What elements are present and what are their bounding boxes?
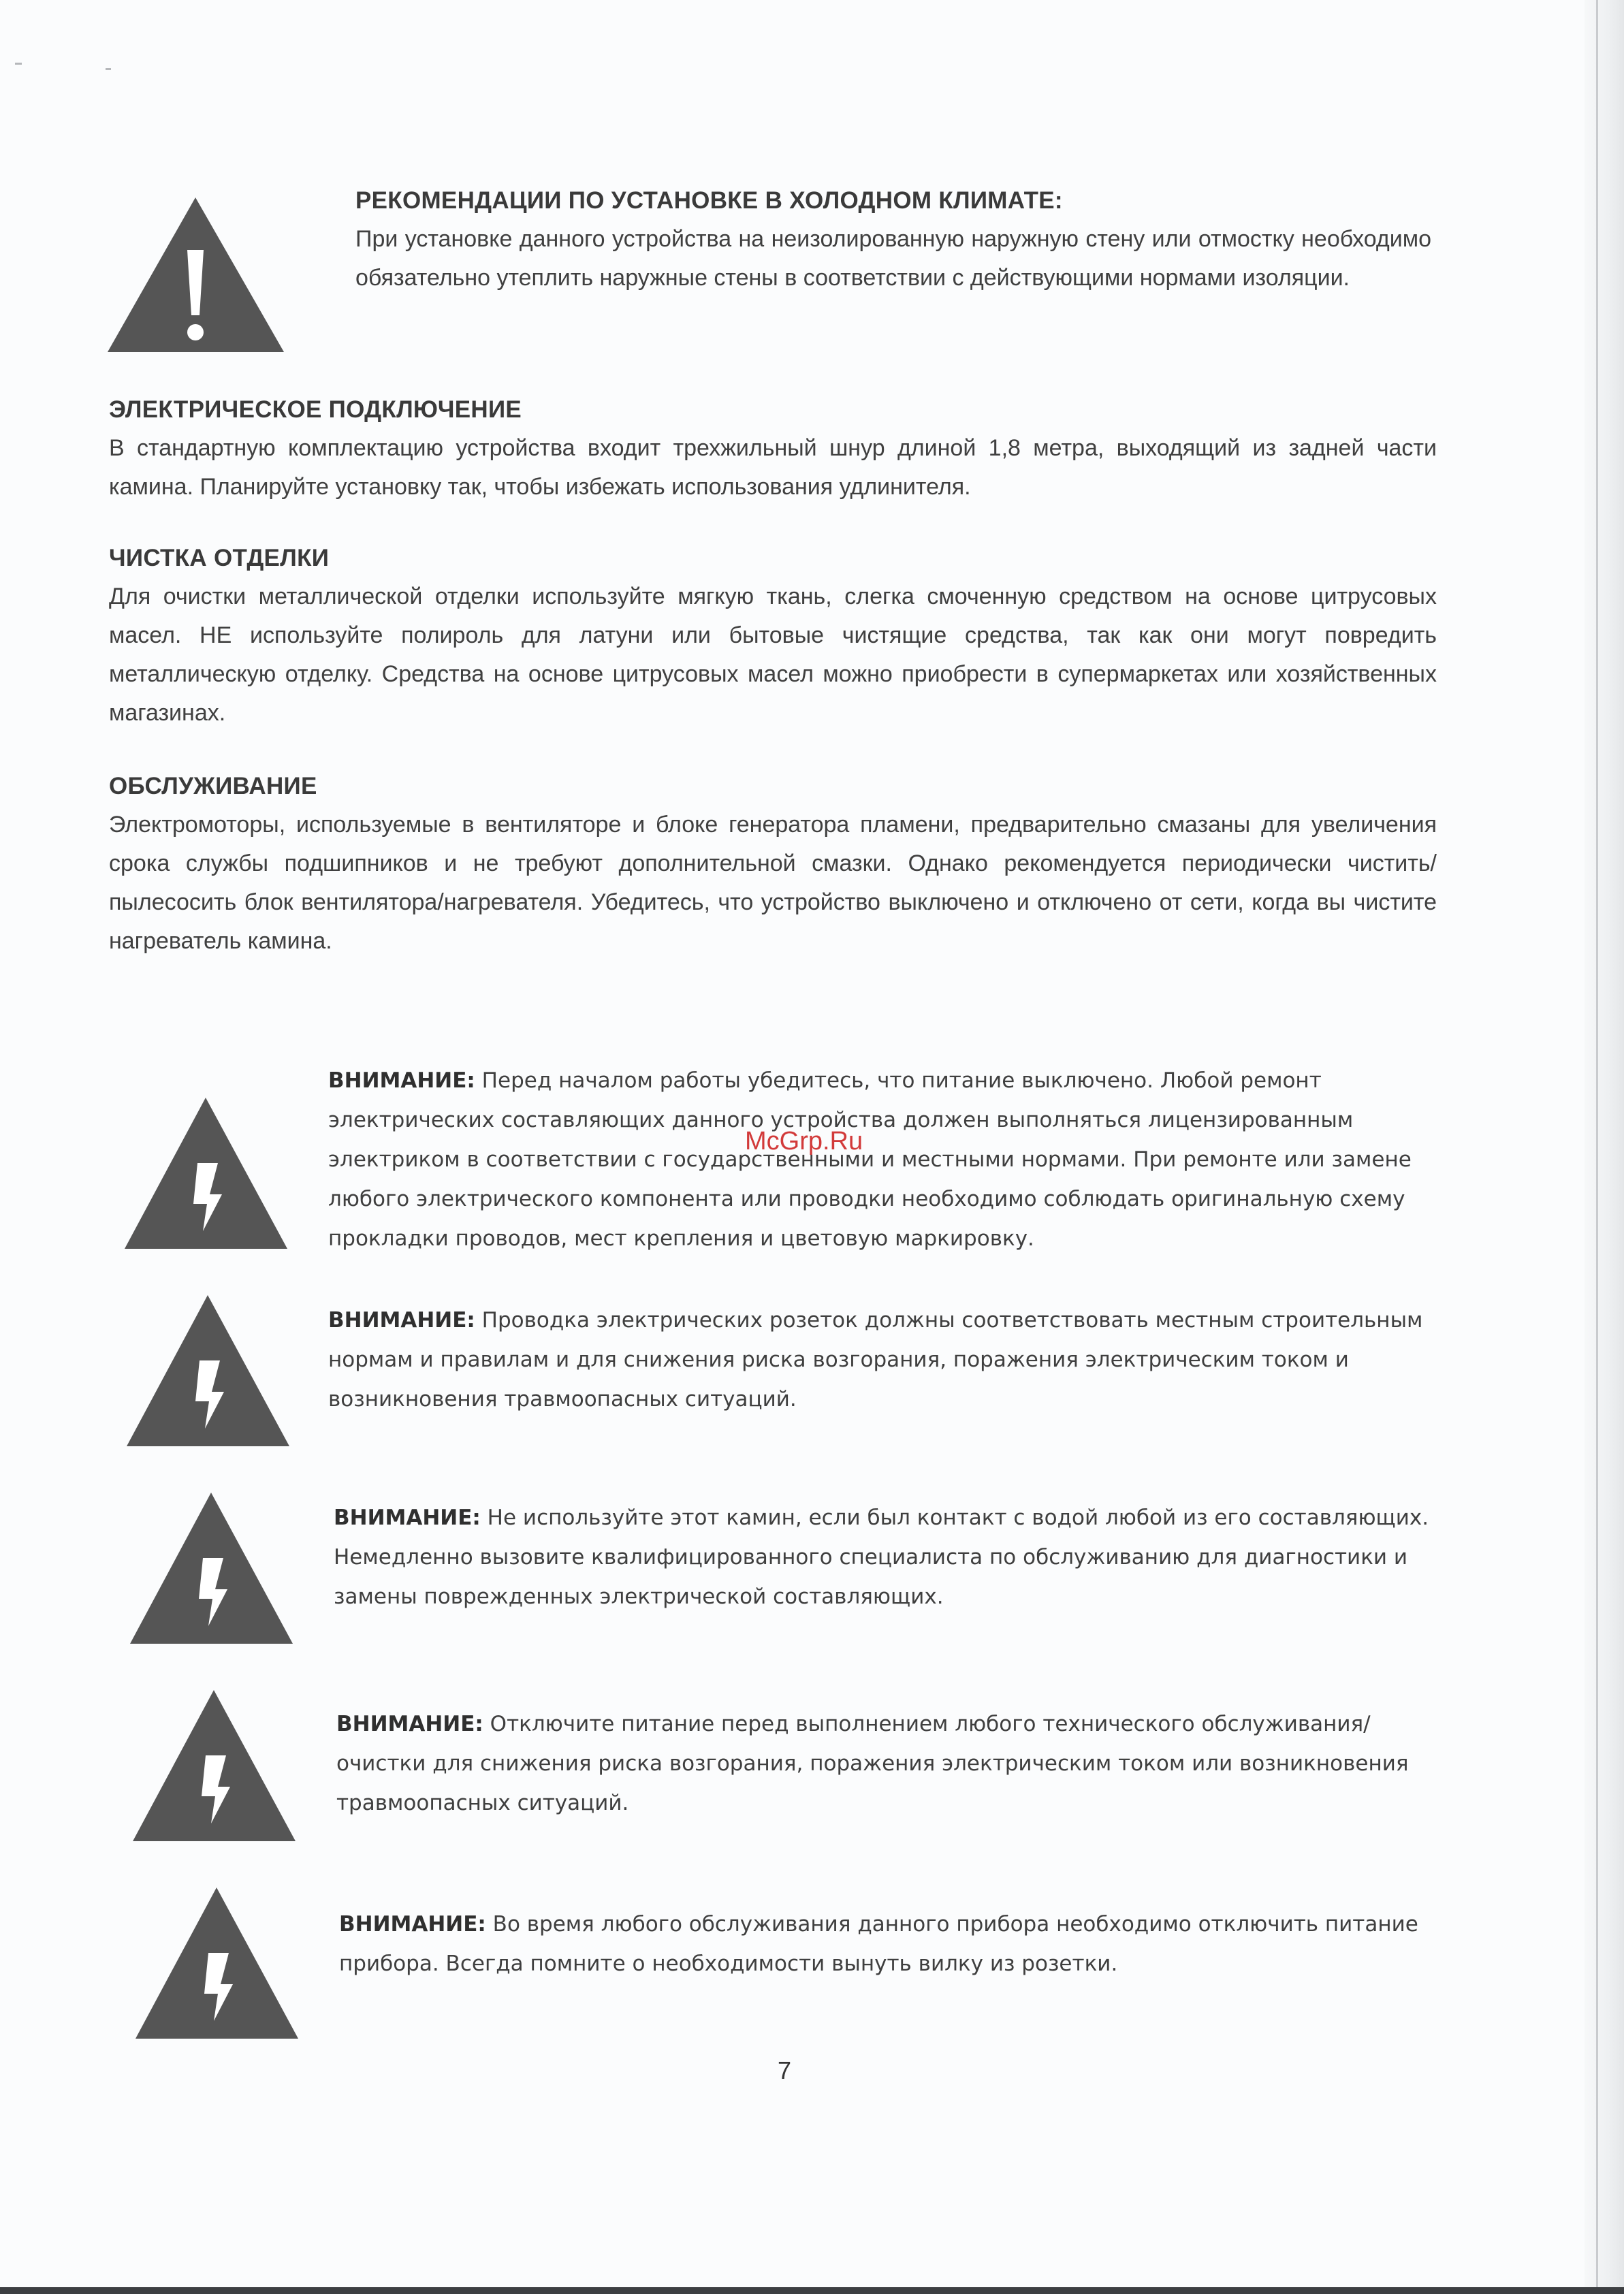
warning-1: [328, 1061, 1431, 1258]
exclamation-warning-icon: [106, 194, 286, 354]
warning-5-text: Во время любого обслуживания данного прибора необходимо отключить питание прибора. Всегда помните о необходимости вынуть вилку из розетки.: [339, 1912, 1418, 1976]
scan-speck: [15, 63, 22, 65]
electrical-section: [109, 396, 1437, 507]
page-number: 7: [778, 2056, 792, 2084]
scan-speck: [106, 68, 111, 70]
scan-bottom-border: [0, 2287, 1624, 2294]
high-voltage-warning-icon: [128, 1490, 295, 1646]
warning-1-label: ВНИМАНИЕ:: [328, 1068, 475, 1093]
electrical-title: ЭЛЕКТРИЧЕСКОЕ ПОДКЛЮЧЕНИЕ: [109, 396, 522, 423]
warning-1-text: Перед началом работы убедитесь, что питание выключено. Любой ремонт электрических составляющих данного устройства должен выполняться лицензированным электриком в соответствии с государственными и местными нормами. При ремонте или замене любого электрического компонента или проводки необходимо соблюдать оригинальную схему прокладки проводов, мест крепления и цветовую маркировку.: [328, 1068, 1412, 1251]
cleaning-text: Для очистки металлической отделки используйте мягкую ткань, слегка смоченную средством на основе цитрусовых масел. НЕ используйте полироль для латуни или бытовые чистящие средства, так как они могут повредить металлическую отделку. Средства на основе цитрусовых масел можно приобрести в супермаркетах или хозяйственных магазинах.: [109, 584, 1437, 726]
scan-edge: [1585, 0, 1624, 2294]
high-voltage-warning-icon: [123, 1095, 289, 1252]
high-voltage-warning-icon: [125, 1292, 291, 1449]
watermark: McGrp.Ru: [745, 1127, 863, 1156]
cleaning-section: [109, 545, 1437, 733]
cleaning-title: ЧИСТКА ОТДЕЛКИ: [109, 545, 330, 571]
warning-4-label: ВНИМАНИЕ:: [336, 1712, 483, 1736]
cold-climate-title: РЕКОМЕНДАЦИИ ПО УСТАНОВКЕ В ХОЛОДНОМ КЛИМАТЕ:: [355, 187, 1063, 214]
maintenance-section: [109, 773, 1437, 961]
warning-2-label: ВНИМАНИЕ:: [328, 1308, 475, 1333]
warning-5: [339, 1905, 1442, 1984]
warning-5-label: ВНИМАНИЕ:: [339, 1912, 486, 1937]
warning-3: [334, 1498, 1437, 1616]
high-voltage-warning-icon: [131, 1687, 298, 1844]
electrical-text: В стандартную комплектацию устройства входит трехжильный шнур длиной 1,8 метра, выходящий из задней части камина. Планируйте установку так, чтобы избежать использования удлинителя.: [109, 435, 1437, 500]
high-voltage-warning-icon: [133, 1885, 300, 2041]
warning-2-text: Проводка электрических розеток должны соответствовать местным строительным нормам и правилам и для снижения риска возгорания, поражения электрическим током и возникновения травмоопасных ситуаций.: [328, 1308, 1423, 1412]
warning-2: [328, 1301, 1431, 1419]
warning-4: [336, 1704, 1439, 1823]
scan-edge-line: [1596, 0, 1598, 2294]
warning-3-text: Не используйте этот камин, если был контакт с водой любой из его составляющих. Немедленно вызовите квалифицированного специалиста по обслуживанию для диагностики и замены поврежденных электрической составляющих.: [334, 1506, 1429, 1609]
warning-3-label: ВНИМАНИЕ:: [334, 1506, 481, 1530]
warning-4-text: Отключите питание перед выполнением любого технического обслуживания/очистки для снижения риска возгорания, поражения электрическим током или возникновения травмоопасных ситуаций.: [336, 1712, 1409, 1815]
maintenance-text: Электромоторы, используемые в вентиляторе и блоке генератора пламени, предварительно смазаны для увеличения срока службы подшипников и не требуют дополнительной смазки. Однако рекомендуется периодически чистить/пылесосить блок вентилятора/нагревателя. Убедитесь, что устройство выключено и отключено от сети, когда вы чистите нагреватель камина.: [109, 812, 1437, 954]
cold-climate-text: При установке данного устройства на неизолированную наружную стену или отмостку необходимо обязательно утеплить наружные стены в соответствии с действующими нормами изоляции.: [355, 226, 1431, 291]
maintenance-title: ОБСЛУЖИВАНИЕ: [109, 773, 317, 799]
cold-climate-section: [355, 187, 1431, 298]
